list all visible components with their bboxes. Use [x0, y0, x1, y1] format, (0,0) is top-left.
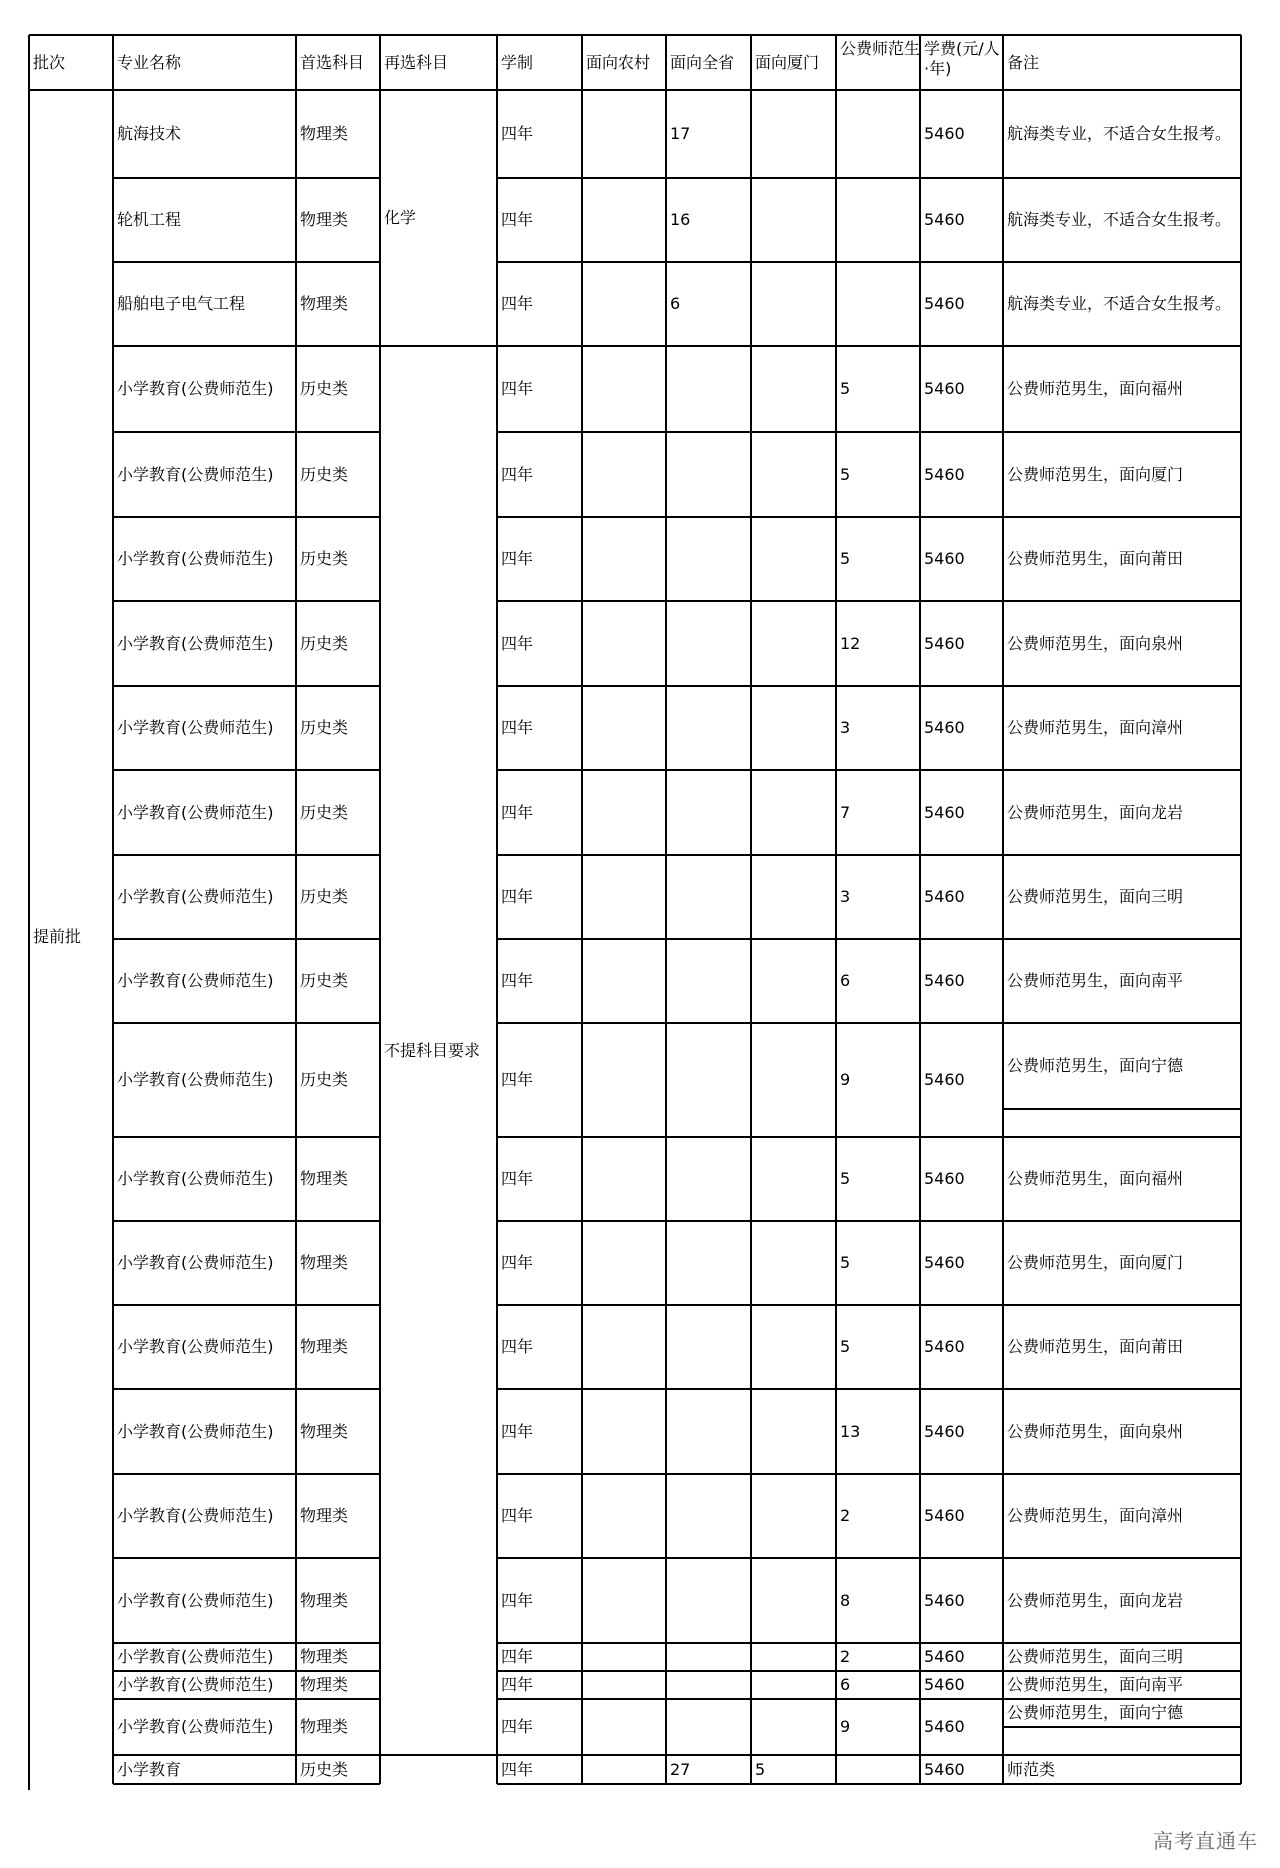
row-xiamen-cell [751, 1643, 836, 1671]
row-funded-cell: 13 [840, 1421, 861, 1441]
row-name-cell: 小学教育(公费师范生) [117, 1506, 274, 1525]
row-funded-cell: 5 [840, 1337, 851, 1356]
row-fee-cell: 5460 [924, 1675, 965, 1694]
row-funded-cell: 9 [840, 1070, 851, 1089]
body-column-line [835, 90, 837, 1784]
row-funded-cell: 5 [840, 1253, 851, 1272]
row-note-cell: 公费师范男生，面向泉州 [1007, 1421, 1184, 1441]
row-years-cell: 四年 [501, 1070, 534, 1089]
row-name-cell: 小学教育(公费师范生) [117, 1253, 274, 1272]
body-column-line [496, 90, 498, 1784]
row-xiamen-cell [751, 1305, 836, 1389]
row-rural-cell [582, 90, 666, 178]
body-column-line [1240, 90, 1242, 1784]
row-note-cell: 航海类专业，不适合女生报考。 [1007, 124, 1232, 143]
row-funded-cell: 5 [840, 464, 851, 484]
row-fee-cell: 5460 [924, 971, 965, 990]
row-fee-cell: 5460 [924, 802, 965, 822]
row-fee-cell: 5460 [924, 1759, 965, 1779]
row-years-cell: 四年 [501, 1337, 534, 1356]
row-xiamen-cell [751, 432, 836, 517]
header-note: 备注 [1007, 52, 1040, 72]
row-rural-cell [582, 1221, 666, 1305]
header-funded: 公费师范生 [840, 39, 921, 58]
row-province-cell [666, 1023, 751, 1137]
row-first-cell: 物理类 [300, 1590, 349, 1610]
reselect-group-divider [380, 345, 497, 347]
row-first-cell: 物理类 [300, 1337, 349, 1356]
row-years-cell: 四年 [501, 633, 534, 653]
row-years-cell: 四年 [501, 1169, 534, 1188]
row-name-cell: 轮机工程 [117, 210, 182, 229]
row-fee-cell: 5460 [924, 1253, 965, 1272]
row-funded-cell [836, 90, 920, 178]
row-years-cell: 四年 [501, 1675, 534, 1694]
row-years-cell: 四年 [501, 1647, 534, 1666]
row-name-cell: 小学教育(公费师范生) [117, 1717, 274, 1736]
row-name-cell: 小学教育(公费师范生) [117, 1647, 274, 1666]
header-column-line [919, 35, 921, 90]
row-first-cell: 历史类 [300, 464, 349, 484]
row-funded-cell: 5 [840, 1169, 851, 1188]
row-province-cell [666, 939, 751, 1023]
reselect-none-cell: 不提科目要求 [384, 1040, 481, 1060]
row-first-cell: 历史类 [300, 1759, 349, 1779]
header-column-line [1002, 35, 1004, 90]
row-years-cell: 四年 [501, 1759, 534, 1779]
row-first-cell: 物理类 [300, 124, 349, 143]
row-name-cell: 小学教育(公费师范生) [117, 633, 274, 653]
row-funded-cell [836, 1755, 920, 1784]
row-fee-cell: 5460 [924, 1647, 965, 1666]
header-reselect-subject: 再选科目 [384, 52, 449, 72]
row-rural-cell [582, 1023, 666, 1137]
row-rural-cell [582, 432, 666, 517]
row-fee-cell: 5460 [924, 1337, 965, 1356]
row-xiamen-cell [751, 346, 836, 432]
row-fee-cell: 5460 [924, 549, 965, 568]
row-province-cell [666, 1671, 751, 1699]
row-funded-cell: 3 [840, 887, 851, 906]
row-rural-cell [582, 1755, 666, 1784]
row-funded-cell: 2 [840, 1506, 851, 1525]
header-column-line [581, 35, 583, 90]
row-note-cell: 公费师范男生，面向南平 [1007, 971, 1184, 990]
row-name-cell: 小学教育(公费师范生) [117, 1421, 274, 1441]
header-column-line [835, 35, 837, 90]
row-name-cell: 小学教育(公费师范生) [117, 1590, 274, 1610]
row-fee-cell: 5460 [924, 1070, 965, 1089]
row-xiamen-cell [751, 262, 836, 346]
row-first-cell: 历史类 [300, 802, 349, 822]
row-name-cell: 小学教育(公费师范生) [117, 802, 274, 822]
row-rural-cell [582, 1474, 666, 1558]
row-funded-cell: 5 [840, 549, 851, 568]
row-name-cell: 小学教育(公费师范生) [117, 464, 274, 484]
row-xiamen-cell [751, 1474, 836, 1558]
header-column-line [379, 35, 381, 90]
row-xiamen-cell [751, 770, 836, 855]
row-province-cell [666, 1699, 751, 1755]
row-name-cell: 小学教育(公费师范生) [117, 1169, 274, 1188]
row-years-cell: 四年 [501, 124, 534, 143]
row-fee-cell: 5460 [924, 718, 965, 737]
row-rural-cell [582, 1558, 666, 1643]
row-first-cell: 历史类 [300, 718, 349, 737]
row-province-cell [666, 1558, 751, 1643]
row-fee-cell: 5460 [924, 1421, 965, 1441]
row-name-cell: 小学教育(公费师范生) [117, 971, 274, 990]
row-note-cell: 公费师范男生，面向龙岩 [1007, 802, 1184, 822]
row-name-cell: 小学教育(公费师范生) [117, 887, 274, 906]
row-province-cell [666, 1305, 751, 1389]
row-province-cell [666, 517, 751, 601]
row-years-cell: 四年 [501, 718, 534, 737]
body-column-line [750, 90, 752, 1784]
header-column-line [496, 35, 498, 90]
row-border [497, 1783, 1241, 1785]
row-xiamen-cell [751, 517, 836, 601]
row-province-cell [666, 432, 751, 517]
row-fee-cell: 5460 [924, 210, 965, 229]
row-province-cell: 27 [670, 1759, 691, 1779]
row-note-cell: 航海类专业，不适合女生报考。 [1007, 210, 1232, 229]
header-column-line [295, 35, 297, 90]
row-funded-cell: 6 [840, 971, 851, 990]
reselect-chemistry-cell: 化学 [384, 208, 417, 227]
row-province-cell [666, 1389, 751, 1474]
header-major: 专业名称 [117, 52, 182, 72]
row-years-cell: 四年 [501, 1421, 534, 1441]
row-years-cell: 四年 [501, 1253, 534, 1272]
row-border [113, 1783, 380, 1785]
row-xiamen-cell [751, 855, 836, 939]
row-rural-cell [582, 262, 666, 346]
row-first-cell: 物理类 [300, 210, 349, 229]
body-column-line [112, 90, 114, 1784]
row-province-cell [666, 346, 751, 432]
body-column-line [379, 90, 381, 1784]
row-funded-cell [836, 178, 920, 262]
row-name-cell: 小学教育(公费师范生) [117, 1337, 274, 1356]
row-fee-cell: 5460 [924, 379, 965, 398]
row-funded-cell: 7 [840, 802, 851, 822]
header-province: 面向全省 [670, 52, 735, 72]
row-province-cell [666, 1474, 751, 1558]
row-xiamen-cell [751, 1137, 836, 1221]
row-xiamen-cell [751, 1671, 836, 1699]
row-years-cell: 四年 [501, 1506, 534, 1525]
body-column-line [919, 90, 921, 1784]
row-first-cell: 历史类 [300, 379, 349, 398]
row-xiamen-cell [751, 1699, 836, 1755]
body-column-line [581, 90, 583, 1784]
header-column-line [665, 35, 667, 90]
row-rural-cell [582, 1699, 666, 1755]
row-note-cell: 公费师范男生，面向莆田 [1007, 1337, 1184, 1356]
body-column-line [665, 90, 667, 1784]
row-xiamen-cell [751, 686, 836, 770]
row-province-cell [666, 855, 751, 939]
header-column-line [28, 35, 30, 90]
row-years-cell: 四年 [501, 887, 534, 906]
row-xiamen-cell [751, 601, 836, 686]
note-sub-border [1003, 1726, 1241, 1728]
row-name-cell: 船舶电子电气工程 [117, 294, 246, 313]
row-xiamen-cell [751, 1558, 836, 1643]
row-first-cell: 物理类 [300, 294, 349, 313]
row-note-cell: 公费师范男生，面向福州 [1007, 1169, 1184, 1188]
row-rural-cell [582, 1671, 666, 1699]
row-years-cell: 四年 [501, 549, 534, 568]
row-years-cell: 四年 [501, 1717, 534, 1736]
body-column-line [1002, 90, 1004, 1784]
row-note-cell: 公费师范男生，面向宁德 [1007, 1056, 1184, 1075]
row-years-cell: 四年 [501, 1590, 534, 1610]
row-province-cell: 17 [670, 124, 691, 143]
row-province-cell [666, 1643, 751, 1671]
row-years-cell: 四年 [501, 294, 534, 313]
row-first-cell: 物理类 [300, 1253, 349, 1272]
row-first-cell: 物理类 [300, 1169, 349, 1188]
row-funded-cell: 5 [840, 379, 851, 398]
row-province-cell: 6 [670, 294, 681, 313]
header-first-subject: 首选科目 [300, 52, 365, 72]
note-sub-border [1003, 1108, 1241, 1110]
row-rural-cell [582, 1305, 666, 1389]
row-first-cell: 历史类 [300, 549, 349, 568]
row-xiamen-cell [751, 939, 836, 1023]
row-province-cell [666, 601, 751, 686]
row-funded-cell: 2 [840, 1647, 851, 1666]
row-first-cell: 历史类 [300, 887, 349, 906]
row-name-cell: 小学教育 [117, 1759, 182, 1779]
row-funded-cell: 3 [840, 718, 851, 737]
row-rural-cell [582, 601, 666, 686]
row-years-cell: 四年 [501, 210, 534, 229]
row-note-cell: 公费师范男生，面向厦门 [1007, 464, 1184, 484]
watermark: 高考直通车 [1153, 1829, 1258, 1853]
row-xiamen-cell [751, 1023, 836, 1137]
header-years: 学制 [501, 52, 534, 72]
row-rural-cell [582, 346, 666, 432]
row-xiamen-cell: 5 [755, 1759, 766, 1779]
header-column-line [750, 35, 752, 90]
row-first-cell: 历史类 [300, 633, 349, 653]
row-first-cell: 物理类 [300, 1647, 349, 1666]
row-funded-cell: 12 [840, 633, 861, 653]
row-fee-cell: 5460 [924, 1590, 965, 1610]
row-years-cell: 四年 [501, 464, 534, 484]
row-fee-cell: 5460 [924, 464, 965, 484]
row-years-cell: 四年 [501, 802, 534, 822]
row-rural-cell [582, 855, 666, 939]
row-rural-cell [582, 1389, 666, 1474]
header-batch: 批次 [33, 52, 66, 72]
row-xiamen-cell [751, 1389, 836, 1474]
header-xiamen: 面向厦门 [755, 52, 820, 72]
row-funded-cell [836, 262, 920, 346]
row-note-cell: 公费师范男生，面向泉州 [1007, 633, 1184, 653]
row-name-cell: 小学教育(公费师范生) [117, 1675, 274, 1694]
row-note-cell: 公费师范男生，面向南平 [1007, 1675, 1184, 1694]
row-first-cell: 历史类 [300, 1070, 349, 1089]
row-name-cell: 小学教育(公费师范生) [117, 549, 274, 568]
row-rural-cell [582, 1137, 666, 1221]
row-fee-cell: 5460 [924, 633, 965, 653]
row-note-cell: 公费师范男生，面向莆田 [1007, 549, 1184, 568]
row-rural-cell [582, 178, 666, 262]
row-rural-cell [582, 939, 666, 1023]
row-fee-cell: 5460 [924, 294, 965, 313]
row-fee-cell: 5460 [924, 887, 965, 906]
row-note-cell: 公费师范男生，面向漳州 [1007, 718, 1184, 737]
row-note-cell: 公费师范男生，面向龙岩 [1007, 1590, 1184, 1610]
row-province-cell [666, 1137, 751, 1221]
row-fee-cell: 5460 [924, 124, 965, 143]
row-rural-cell [582, 1643, 666, 1671]
header-fee: 学费(元/人·年) [924, 39, 1000, 78]
body-column-line [295, 90, 297, 1784]
row-province-cell [666, 770, 751, 855]
row-funded-cell: 6 [840, 1675, 851, 1694]
row-xiamen-cell [751, 1221, 836, 1305]
row-name-cell: 小学教育(公费师范生) [117, 379, 274, 398]
row-rural-cell [582, 770, 666, 855]
header-column-line [1240, 35, 1242, 90]
reselect-group-divider [380, 1754, 497, 1756]
row-first-cell: 物理类 [300, 1506, 349, 1525]
row-note-cell: 师范类 [1007, 1759, 1056, 1779]
row-note-cell: 航海类专业，不适合女生报考。 [1007, 294, 1232, 313]
row-xiamen-cell [751, 90, 836, 178]
row-province-cell: 16 [670, 210, 691, 229]
header-rural: 面向农村 [586, 52, 651, 72]
row-years-cell: 四年 [501, 971, 534, 990]
row-first-cell: 物理类 [300, 1421, 349, 1441]
header-column-line [112, 35, 114, 90]
row-fee-cell: 5460 [924, 1169, 965, 1188]
row-fee-cell: 5460 [924, 1506, 965, 1525]
row-name-cell: 小学教育(公费师范生) [117, 718, 274, 737]
row-note-cell: 公费师范男生，面向三明 [1007, 887, 1184, 906]
row-funded-cell: 9 [840, 1717, 851, 1736]
row-funded-cell: 8 [840, 1590, 851, 1610]
row-rural-cell [582, 517, 666, 601]
row-note-cell: 公费师范男生，面向漳州 [1007, 1506, 1184, 1525]
row-province-cell [666, 1221, 751, 1305]
row-note-cell: 公费师范男生，面向宁德 [1007, 1703, 1184, 1722]
row-fee-cell: 5460 [924, 1717, 965, 1736]
row-name-cell: 小学教育(公费师范生) [117, 1070, 274, 1089]
row-first-cell: 物理类 [300, 1675, 349, 1694]
row-note-cell: 公费师范男生，面向福州 [1007, 379, 1184, 398]
row-first-cell: 历史类 [300, 971, 349, 990]
row-note-cell: 公费师范男生，面向厦门 [1007, 1253, 1184, 1272]
row-province-cell [666, 686, 751, 770]
row-first-cell: 物理类 [300, 1717, 349, 1736]
row-note-cell: 公费师范男生，面向三明 [1007, 1647, 1184, 1666]
row-years-cell: 四年 [501, 379, 534, 398]
row-xiamen-cell [751, 178, 836, 262]
row-rural-cell [582, 686, 666, 770]
batch-cell: 提前批 [33, 927, 82, 946]
row-name-cell: 航海技术 [117, 124, 182, 143]
